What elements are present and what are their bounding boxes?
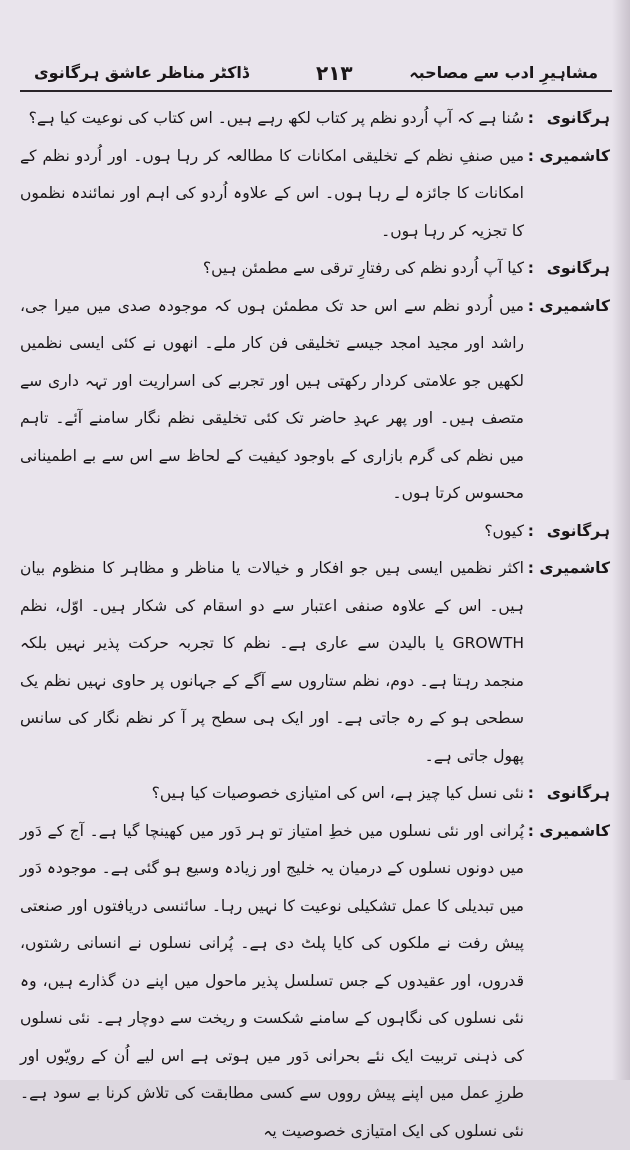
speaker-colon: : (528, 250, 534, 288)
speaker-colon: : (528, 775, 534, 813)
speaker-label: ہرگانوی (536, 100, 610, 138)
interview-entry-3 (20, 250, 610, 288)
page-edge-shadow (612, 0, 630, 1080)
interview-entry-8 (20, 813, 610, 1150)
entry-text: سُنا ہے کہ آپ اُردو نظم پر کتاب لکھ رہے ہیں۔ اس کتاب کی نوعیت کیا ہے؟ (20, 100, 524, 138)
page-number: ۲۱۳ (316, 58, 353, 88)
speaker-colon: : (528, 138, 534, 176)
entry-text: کیوں؟ (20, 513, 524, 551)
speaker-label: ہرگانوی (536, 775, 610, 813)
speaker-colon: : (528, 100, 534, 138)
entry-text: اکثر نظمیں ایسی ہیں جو افکار و خیالات یا مناظر و مظاہر کا منظوم بیان ہیں۔ اس کے علاوہ صنفی اعتبار سے دو اسقام کی شکار ہیں۔ اوّل، نظم GROWTH یا بالیدن سے عاری ہے۔ نظم کا تجربہ حرکت پذیر نہیں بلکہ منجمد رہتا ہے۔ دوم، نظم ستاروں سے آگے کے جہانوں پر حاوی نہیں نظم یک سطحی ہو کے رہ جاتی ہے۔ اور ایک ہی سطح پر آ کر نظم نگار کی سانس پھول جاتی ہے۔ (20, 550, 524, 775)
interview-body (20, 100, 610, 1150)
author-name: ڈاکٹر مناظر عاشق ہرگانوی (34, 58, 249, 88)
speaker-colon: : (528, 513, 534, 551)
interview-entry-5 (20, 513, 610, 551)
interview-entry-2 (20, 138, 610, 251)
speaker-label: کاشمیری (536, 138, 610, 176)
speaker-label: کاشمیری (536, 288, 610, 326)
entry-text: میں صنفِ نظم کے تخلیقی امکانات کا مطالعہ کر رہا ہوں۔ اور اُردو نظم کے امکانات کا جائزہ لے رہا ہوں۔ اس کے علاوہ اُردو کی اہم اور نمائندہ نظموں کا تجزیہ کر رہا ہوں۔ (20, 138, 524, 251)
speaker-label: کاشمیری (536, 550, 610, 588)
entry-text: میں اُردو نظم سے اس حد تک مطمئن ہوں کہ موجودہ صدی میں میرا جی، راشد اور مجید امجد جیسے تخلیقی فن کار ملے۔ انھوں نے کئی ایسی نظمیں لکھیں جو علامتی کردار رکھتی ہیں اور تجربے کی اسراریت اور تہہ داری سے متصف ہیں۔ اور پھر عہدِ حاضر تک کئی تخلیقی نظم نگار سامنے آئے۔ تاہم میں نظم کی گرم بازاری کے باوجود کیفیت کے لحاظ سے اس سے بے اطمینانی محسوس کرتا ہوں۔ (20, 288, 524, 513)
interview-entry-4 (20, 288, 610, 513)
speaker-label: ہرگانوی (536, 513, 610, 551)
speaker-colon: : (528, 813, 534, 851)
entry-text: کیا آپ اُردو نظم کی رفتارِ ترقی سے مطمئن ہیں؟ (20, 250, 524, 288)
speaker-label: کاشمیری (536, 813, 610, 851)
book-title: مشاہیرِ ادب سے مصاحبہ (409, 58, 598, 88)
entry-text: نئی نسل کیا چیز ہے، اس کی امتیازی خصوصیات کیا ہیں؟ (20, 775, 524, 813)
speaker-colon: : (528, 550, 534, 588)
running-head (20, 58, 612, 88)
interview-entry-6 (20, 550, 610, 775)
speaker-label: ہرگانوی (536, 250, 610, 288)
interview-entry-1 (20, 100, 610, 138)
speaker-colon: : (528, 288, 534, 326)
entry-text: پُرانی اور نئی نسلوں میں خطِ امتیاز تو ہر دَور میں کھینچا گیا ہے۔ آج کے دَور میں دونوں نسلوں کے درمیان یہ خلیج اور زیادہ وسیع ہو گئی ہے۔ موجودہ دَور میں تبدیلی کا عمل تشکیلی نوعیت کا نہیں رہا۔ سائنسی دریافتوں اور صنعتی پیش رفت نے ملکوں کی کایا پلٹ دی ہے۔ پُرانی نسلوں نے انسانی رشتوں، قدروں، اور عقیدوں کے جس تسلسل پذیر ماحول میں اپنے دن گذارے ہیں، وہ نئی نسلوں کی نگاہوں کے سامنے شکست و ریخت سے دوچار ہے۔ نئی نسلوں کی ذہنی تربیت ایک نئے بحرانی دَور میں ہوتی ہے اس لیے اُن کے رویّوں اور طرزِ عمل میں اپنے پیش رووں سے کسی مطابقت کی تلاش کرنا بے سود ہے۔ نئی نسلوں کی ایک امتیازی خصوصیت یہ (20, 813, 524, 1150)
header-rule (20, 90, 612, 92)
interview-entry-7 (20, 775, 610, 813)
